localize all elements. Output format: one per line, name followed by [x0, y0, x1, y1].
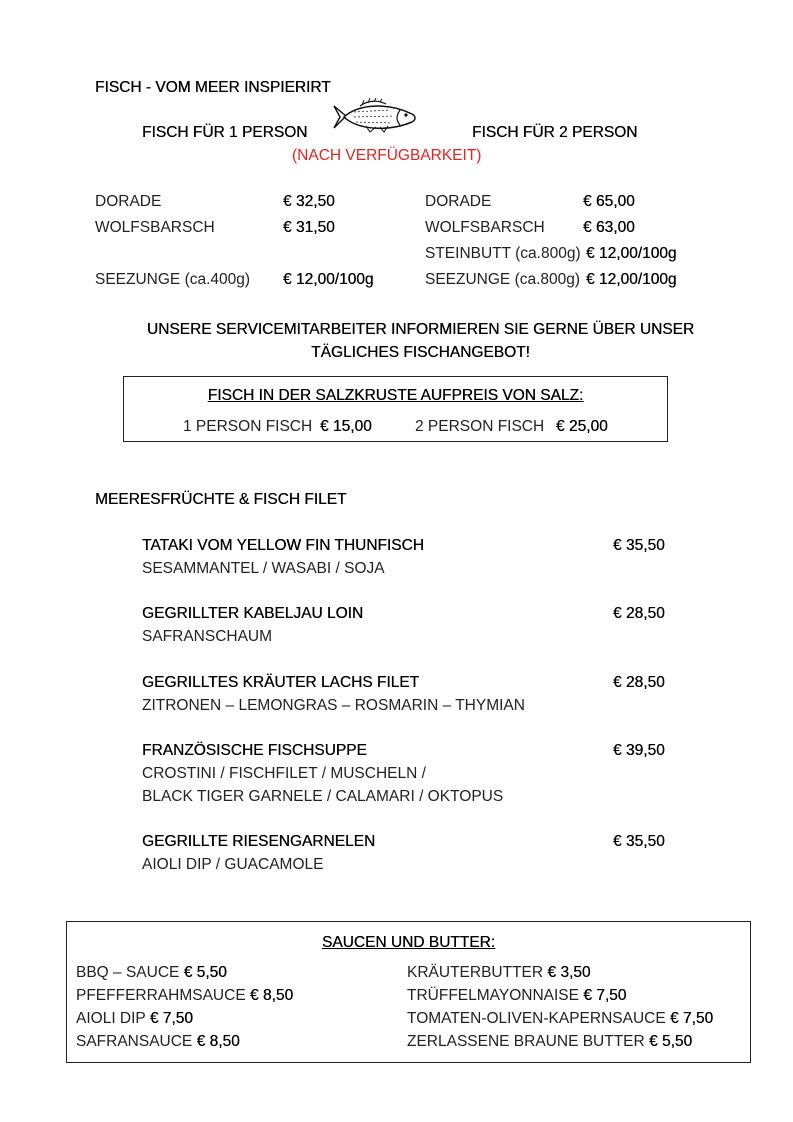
menu-item-price: € 28,50 [613, 605, 665, 622]
menu-item-desc: AIOLI DIP / GUACAMOLE [142, 856, 324, 873]
sauce-name: AIOLI DIP [76, 1010, 146, 1027]
list-item-price: € 31,50 [283, 219, 335, 236]
section-title-seafood: MEERESFRÜCHTE & FISCH FILET [95, 491, 347, 508]
sauce-name: ZERLASSENE BRAUNE BUTTER [407, 1033, 645, 1050]
sauce-item [76, 963, 227, 983]
list-item: WOLFSBARSCH [95, 219, 215, 236]
sauce-name: KRÄUTERBUTTER [407, 964, 544, 981]
list-item-price: € 12,00/100g [586, 271, 677, 288]
one-person-heading: FISCH FÜR 1 PERSON [142, 124, 308, 141]
list-item-price: € 12,00/100g [586, 245, 677, 262]
two-person-heading: FISCH FÜR 2 PERSON [472, 124, 638, 141]
menu-item-name: FRANZÖSISCHE FISCHSUPPE [142, 742, 367, 759]
sauce-item [407, 963, 591, 983]
menu-item-desc: CROSTINI / FISCHFILET / MUSCHELN / [142, 765, 426, 782]
service-note-line1: UNSERE SERVICEMITARBEITER INFORMIEREN SIE GERNE ÜBER UNSER [146, 321, 695, 338]
list-item: DORADE [95, 193, 162, 210]
list-item-price: € 63,00 [583, 219, 635, 236]
sauce-price: € 7,50 [669, 1010, 714, 1027]
sauce-name: PFEFFERRAHMSAUCE [76, 987, 246, 1004]
sauces-title: SAUCEN UND BUTTER: [321, 934, 496, 951]
list-item: SEEZUNGE (ca.800g) [425, 271, 581, 288]
list-item-price: € 65,00 [583, 193, 635, 210]
sauce-item [76, 1009, 193, 1029]
section-title-fish: FISCH - VOM MEER INSPIERIRT [95, 79, 331, 96]
list-item-price: € 32,50 [283, 193, 335, 210]
menu-item-desc: BLACK TIGER GARNELE / CALAMARI / OKTOPUS [142, 788, 504, 805]
list-item: DORADE [425, 193, 492, 210]
salt-two-price: € 25,00 [556, 418, 608, 435]
menu-item-name: TATAKI VOM YELLOW FIN THUNFISCH [142, 537, 424, 554]
sauce-price: € 8,50 [196, 1033, 240, 1050]
sauce-item [407, 1009, 713, 1029]
salt-two-label: 2 PERSON FISCH [415, 418, 545, 435]
menu-item-price: € 28,50 [613, 674, 665, 691]
sauce-name: SAFRANSAUCE [76, 1033, 193, 1050]
availability-note: (NACH VERFÜGBARKEIT) [292, 147, 482, 164]
sauce-name: BBQ – SAUCE [76, 964, 180, 981]
menu-item-price: € 35,50 [613, 833, 665, 850]
salt-one-label: 1 PERSON FISCH [183, 418, 313, 435]
menu-item-desc: SESAMMANTEL / WASABI / SOJA [142, 560, 385, 577]
menu-item-desc: SAFRANSCHAUM [142, 628, 273, 645]
list-item: STEINBUTT (ca.800g) [425, 245, 581, 262]
service-note-line2: TÄGLICHES FISCHANGEBOT! [311, 344, 530, 361]
sauce-price: € 5,50 [183, 964, 227, 981]
sauce-item [407, 1032, 692, 1052]
fish-icon [330, 98, 418, 138]
sauce-item [76, 986, 293, 1006]
menu-item-price: € 39,50 [613, 742, 665, 759]
sauce-price: € 5,50 [649, 1033, 693, 1050]
sauce-name: TOMATEN-OLIVEN-KAPERNSAUCE [407, 1010, 666, 1027]
menu-item-name: GEGRILLTES KRÄUTER LACHS FILET [142, 674, 420, 691]
sauce-item [76, 1032, 240, 1052]
sauce-item [407, 986, 626, 1006]
sauce-price: € 7,50 [583, 987, 627, 1004]
list-item-price: € 12,00/100g [283, 271, 374, 288]
sauce-price: € 3,50 [547, 964, 591, 981]
salt-crust-title: FISCH IN DER SALZKRUSTE AUFPREIS VON SALZ: [207, 387, 584, 404]
menu-item-name: GEGRILLTE RIESENGARNELEN [142, 833, 376, 850]
sauce-price: € 7,50 [149, 1010, 193, 1027]
menu-item-price: € 35,50 [613, 537, 665, 554]
menu-item-desc: ZITRONEN – LEMONGRAS – ROSMARIN – THYMIAN [142, 697, 525, 714]
menu-item-name: GEGRILLTER KABELJAU LOIN [142, 605, 364, 622]
sauce-price: € 8,50 [249, 987, 294, 1004]
list-item: SEEZUNGE (ca.400g) [95, 271, 251, 288]
list-item: WOLFSBARSCH [425, 219, 545, 236]
sauce-name: TRÜFFELMAYONNAISE [407, 987, 579, 1004]
salt-one-price: € 15,00 [320, 418, 372, 435]
